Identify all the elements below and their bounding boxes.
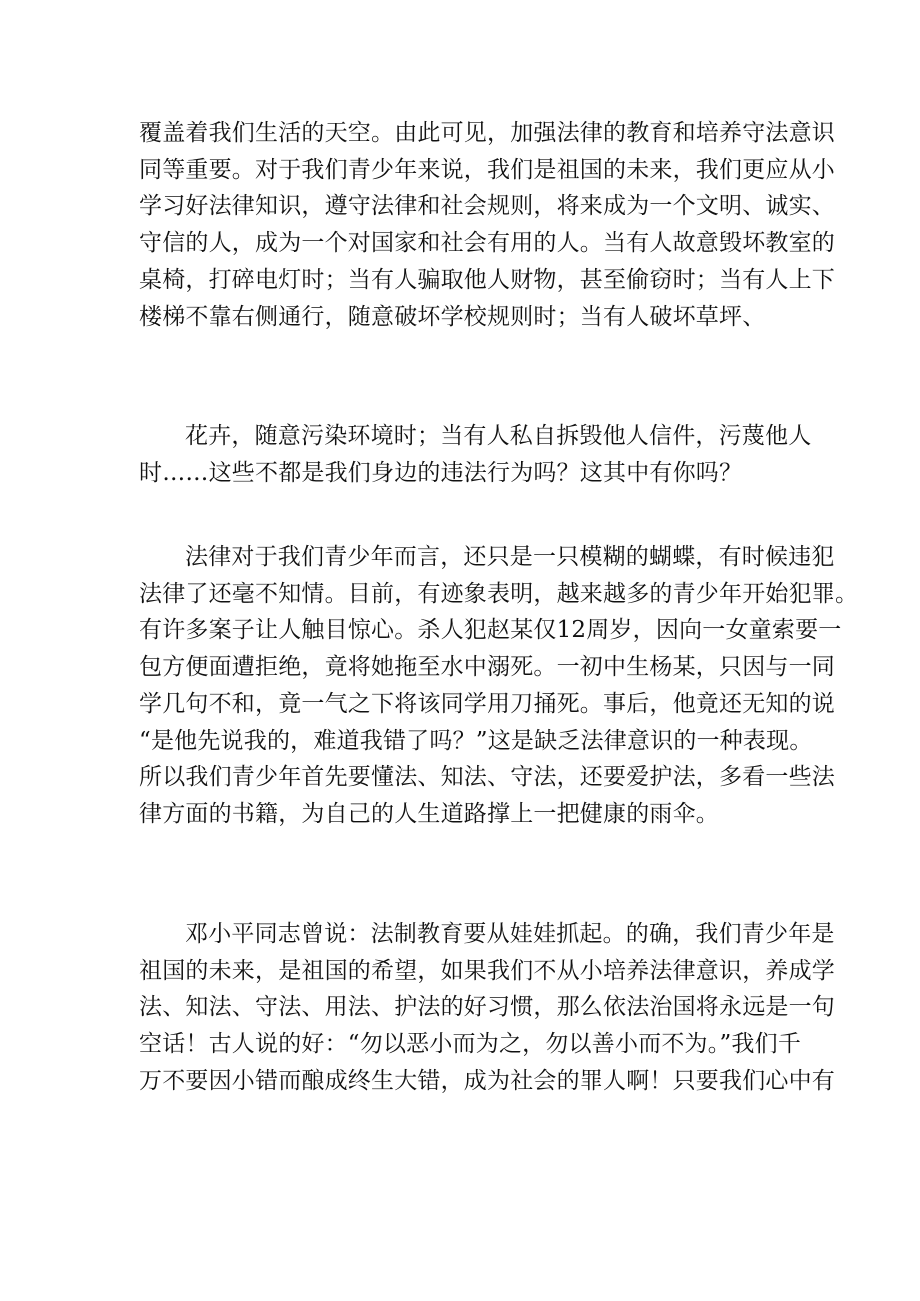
text-line: 包方便面遭拒绝，竟将她拖至水中溺死。一初中生杨某，只因与一同: [139, 654, 835, 681]
text-line: 覆盖着我们生活的天空。由此可见，加强法律的教育和培养守法意识: [139, 120, 835, 146]
text-line: 守信的人，成为一个对国家和社会有用的人。当有人故意毁坏教室的: [139, 230, 835, 257]
text-line: 所以我们青少年首先要懂法、知法、守法，还要爱护法，多看一些法: [139, 764, 835, 791]
paragraph-4: [139, 916, 835, 1100]
text-line: 空话！古人说的好：“勿以恶小而为之，勿以善小而不为。”我们千: [139, 1031, 802, 1058]
text-line: 邓小平同志曾说：法制教育要从娃娃抓起。的确，我们青少年是: [185, 921, 835, 947]
text-line: 法律对于我们青少年而言，还只是一只模糊的蝴蝶，有时候违犯: [185, 544, 835, 570]
text-line: 桌椅，打碎电灯时；当有人骗取他人财物，甚至偷窃时；当有人上下: [139, 266, 835, 293]
text-line: 法律了还毫不知情。目前，有迹象表明，越来越多的青少年开始犯罪。: [139, 580, 859, 607]
text-line: 法、知法、守法、用法、护法的好习惯，那么依法治国将永远是一句: [139, 994, 835, 1021]
paragraph-2: [139, 418, 812, 491]
text-line: 有许多案子让人触目惊心。杀人犯赵某仅12周岁，因向一女童索要一: [139, 617, 842, 644]
paragraph-3: [139, 539, 859, 833]
text-line: “是他先说我的，难道我错了吗？”这是缺乏法律意识的一种表现。: [139, 727, 813, 754]
text-line: 花卉，随意污染环境时；当有人私自拆毁他人信件，污蔑他人: [185, 423, 812, 449]
text-line: 学习好法律知识，遵守法律和社会规则，将来成为一个文明、诚实、: [139, 193, 835, 220]
paragraph-1: [139, 115, 835, 335]
text-line: 同等重要。对于我们青少年来说，我们是祖国的未来，我们更应从小: [139, 156, 835, 183]
text-line: 学几句不和，竟一气之下将该同学用刀捅死。事后，他竟还无知的说: [139, 690, 835, 717]
text-line: 律方面的书籍，为自己的人生道路撑上一把健康的雨伞。: [139, 800, 719, 827]
text-line: 时……这些不都是我们身边的违法行为吗？这其中有你吗？: [139, 459, 743, 486]
text-line: 楼梯不靠右侧通行，随意破坏学校规则时；当有人破坏草坪、: [139, 303, 766, 330]
text-line: 万不要因小错而酿成终生大错，成为社会的罪人啊！只要我们心中有: [139, 1067, 835, 1094]
text-line: 祖国的未来，是祖国的希望，如果我们不从小培养法律意识，养成学: [139, 957, 835, 984]
